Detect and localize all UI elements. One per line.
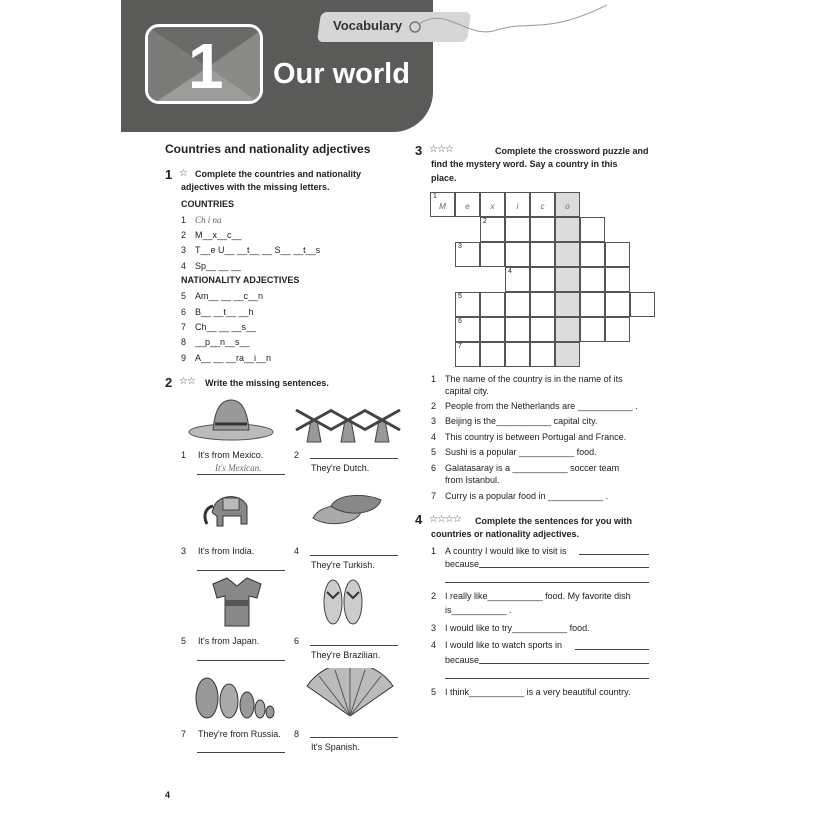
- answer-line[interactable]: [197, 660, 285, 661]
- list-item: 5: [181, 291, 187, 301]
- list-item: __p__n__s__: [195, 337, 250, 347]
- crossword-cell[interactable]: 6: [455, 317, 480, 342]
- crossword-cell[interactable]: [580, 292, 605, 317]
- list-item: 5: [431, 687, 437, 697]
- crossword-cell[interactable]: [505, 217, 530, 242]
- list-item: 1: [431, 546, 437, 556]
- crossword-cell-mystery[interactable]: [555, 342, 580, 367]
- crossword-cell[interactable]: [480, 242, 505, 267]
- list-item: because: [445, 655, 480, 665]
- list-item: 6: [181, 307, 187, 317]
- fan-icon: [305, 668, 395, 718]
- answer-line[interactable]: [479, 567, 649, 568]
- countries-heading: COUNTRIES: [181, 199, 235, 209]
- clue-text: This country is between Portugal and France.: [445, 432, 627, 442]
- answer-line[interactable]: [310, 645, 398, 646]
- answer-line[interactable]: [197, 570, 285, 571]
- list-item: 9: [181, 353, 187, 363]
- exercise-3-instruction: Complete the crossword puzzle and: [495, 146, 649, 156]
- list-item: Ch i na: [195, 215, 222, 225]
- difficulty-star-icon: ☆☆☆: [429, 144, 453, 155]
- tag-string-decoration: [407, 0, 607, 50]
- exercise-3-instruction: find the mystery word. Say a country in this: [431, 159, 618, 169]
- clue-number: 2: [431, 401, 437, 411]
- crossword-cell-mystery[interactable]: o: [555, 192, 580, 217]
- clue-text: Sushi is a popular ___________ food.: [445, 447, 597, 457]
- answer-line[interactable]: [310, 737, 398, 738]
- crossword-cell[interactable]: [480, 292, 505, 317]
- crossword-cell-mystery[interactable]: [555, 242, 580, 267]
- crossword-cell[interactable]: [480, 317, 505, 342]
- clue-text: from Istanbul.: [445, 475, 500, 485]
- kimono-icon: [209, 576, 265, 628]
- answer-line[interactable]: [445, 678, 649, 679]
- unit-number: 1: [188, 30, 224, 102]
- exercise-4-number: 4: [415, 512, 423, 527]
- list-item: 1: [181, 215, 187, 225]
- answer-line[interactable]: [479, 663, 649, 664]
- list-item: They're Turkish.: [311, 560, 375, 570]
- adjectives-heading: NATIONALITY ADJECTIVES: [181, 275, 300, 285]
- crossword-cell-mystery[interactable]: [555, 292, 580, 317]
- clue-number: 5: [431, 447, 437, 457]
- crossword-cell[interactable]: i: [505, 192, 530, 217]
- crossword-cell[interactable]: 4: [505, 267, 530, 292]
- list-item: 7: [181, 729, 187, 739]
- clue-number: 4: [431, 432, 437, 442]
- list-item: It's from Mexico.: [198, 450, 264, 460]
- list-item: 7: [181, 322, 187, 332]
- list-item: They're from Russia.: [198, 729, 281, 739]
- list-item: 3: [181, 245, 187, 255]
- workbook-page: [121, 0, 697, 817]
- clue-number: 1: [431, 374, 437, 384]
- list-item: 1: [181, 450, 187, 460]
- answer-line[interactable]: [197, 752, 285, 753]
- section-title: Countries and nationality adjectives: [165, 142, 371, 156]
- crossword-cell[interactable]: 3: [455, 242, 480, 267]
- crossword-cell[interactable]: [505, 342, 530, 367]
- crossword-cell[interactable]: [580, 267, 605, 292]
- list-item: Am__ __ __c__n: [195, 291, 264, 301]
- answer-line: [197, 474, 285, 475]
- crossword-cell[interactable]: 5: [455, 292, 480, 317]
- matryoshka-dolls-icon: [193, 668, 275, 720]
- exercise-1-instruction: adjectives with the missing letters.: [181, 182, 330, 192]
- clue-number: 6: [431, 463, 437, 473]
- list-item: 4: [431, 640, 437, 650]
- slippers-icon: [311, 488, 383, 532]
- list-item: I think___________ is a very beautiful country.: [445, 687, 631, 697]
- list-item: I really like___________ food. My favorite dish: [445, 591, 631, 601]
- list-item: 4: [181, 261, 187, 271]
- clue-number: 3: [431, 416, 437, 426]
- crossword-cell[interactable]: [530, 217, 555, 242]
- crossword-cell[interactable]: [605, 317, 630, 342]
- crossword-cell[interactable]: [505, 242, 530, 267]
- unit-number-badge: [145, 24, 263, 104]
- clue-text: Curry is a popular food in ___________ .: [445, 491, 609, 501]
- crossword-cell[interactable]: [530, 317, 555, 342]
- crossword-cell[interactable]: [505, 317, 530, 342]
- list-item: is___________ .: [445, 605, 512, 615]
- list-item: 8: [294, 729, 300, 739]
- elephant-icon: [201, 486, 261, 536]
- crossword-cell-mystery[interactable]: [555, 267, 580, 292]
- difficulty-star-icon: ☆☆☆☆: [429, 514, 461, 525]
- example-answer: It's Mexican.: [215, 463, 262, 473]
- crossword-cell[interactable]: [605, 292, 630, 317]
- crossword-cell-mystery[interactable]: [555, 317, 580, 342]
- difficulty-star-icon: ☆: [179, 168, 187, 179]
- exercise-3-number: 3: [415, 143, 423, 158]
- crossword-cell[interactable]: [630, 292, 655, 317]
- clue-text: People from the Netherlands are ___________ .: [445, 401, 638, 411]
- clue-number: 7: [431, 491, 437, 501]
- crossword-cell[interactable]: [505, 292, 530, 317]
- exercise-1-number: 1: [165, 167, 173, 182]
- list-item: 3: [431, 623, 437, 633]
- list-item: 5: [181, 636, 187, 646]
- crossword-cell[interactable]: [580, 317, 605, 342]
- list-item: 3: [181, 546, 187, 556]
- clue-text: Beijing is the___________ capital city.: [445, 416, 598, 426]
- clue-text: Galatasaray is a ___________ soccer team: [445, 463, 620, 473]
- page-number: 4: [165, 790, 171, 800]
- crossword-cell[interactable]: [480, 342, 505, 367]
- list-item: A__ __ __ra__i__n: [195, 353, 272, 363]
- crossword-cell[interactable]: [605, 242, 630, 267]
- crossword-cell[interactable]: 7: [455, 342, 480, 367]
- list-item: 6: [294, 636, 300, 646]
- unit-title: Our world: [273, 58, 410, 90]
- sombrero-icon: [187, 396, 275, 444]
- list-item: M__x__c__: [195, 230, 242, 240]
- list-item: I would like to try___________ food.: [445, 623, 590, 633]
- answer-line[interactable]: [445, 582, 649, 583]
- list-item: Ch__ __ __s__: [195, 322, 257, 332]
- crossword-cell[interactable]: c: [530, 192, 555, 217]
- list-item: A country I would like to visit is: [445, 546, 567, 556]
- answer-line[interactable]: [575, 649, 649, 650]
- list-item: It's from Japan.: [198, 636, 260, 646]
- list-item: I would like to watch sports in: [445, 640, 563, 650]
- list-item: They're Brazilian.: [311, 650, 381, 660]
- clue-text: capital city.: [445, 386, 489, 396]
- list-item: It's from India.: [198, 546, 255, 556]
- windmills-icon: [293, 398, 401, 444]
- exercise-2-instruction: Write the missing sentences.: [205, 378, 329, 388]
- exercise-2-number: 2: [165, 375, 173, 390]
- crossword-cell[interactable]: e: [455, 192, 480, 217]
- list-item: B__ __t__ __h: [195, 307, 254, 317]
- crossword-cell[interactable]: [605, 267, 630, 292]
- crossword-cell[interactable]: [580, 217, 605, 242]
- exercise-3-instruction: place.: [431, 173, 457, 183]
- list-item: They're Dutch.: [311, 463, 370, 473]
- answer-line[interactable]: [579, 554, 649, 555]
- list-item: 4: [294, 546, 300, 556]
- crossword-cell[interactable]: [530, 292, 555, 317]
- list-item: It's Spanish.: [311, 742, 360, 752]
- list-item: because: [445, 559, 480, 569]
- answer-line[interactable]: [310, 458, 398, 459]
- crossword-cell[interactable]: [530, 342, 555, 367]
- list-item: 2: [431, 591, 437, 601]
- list-item: T__e U__ __t__ __ S__ __t__s: [195, 245, 321, 255]
- answer-line[interactable]: [310, 555, 398, 556]
- crossword-cell[interactable]: [530, 242, 555, 267]
- exercise-1-instruction: Complete the countries and nationality: [195, 169, 362, 179]
- exercise-4-instruction: countries or nationality adjectives.: [431, 529, 580, 539]
- crossword-cell[interactable]: x: [480, 192, 505, 217]
- exercise-4-instruction: Complete the sentences for you with: [475, 516, 633, 526]
- crossword-cell[interactable]: 1 M: [430, 192, 455, 217]
- crossword-cell-mystery[interactable]: [555, 217, 580, 242]
- clue-text: The name of the country is in the name of its: [445, 374, 623, 384]
- crossword-cell[interactable]: [530, 267, 555, 292]
- crossword-cell[interactable]: [580, 242, 605, 267]
- list-item: 8: [181, 337, 187, 347]
- crossword-cell[interactable]: 2: [480, 217, 505, 242]
- vocabulary-tab-label: Vocabulary: [333, 18, 403, 33]
- list-item: Sp__ __ __: [195, 261, 242, 271]
- difficulty-star-icon: ☆☆: [179, 376, 195, 387]
- flip-flops-icon: [321, 578, 365, 628]
- list-item: 2: [181, 230, 187, 240]
- list-item: 2: [294, 450, 300, 460]
